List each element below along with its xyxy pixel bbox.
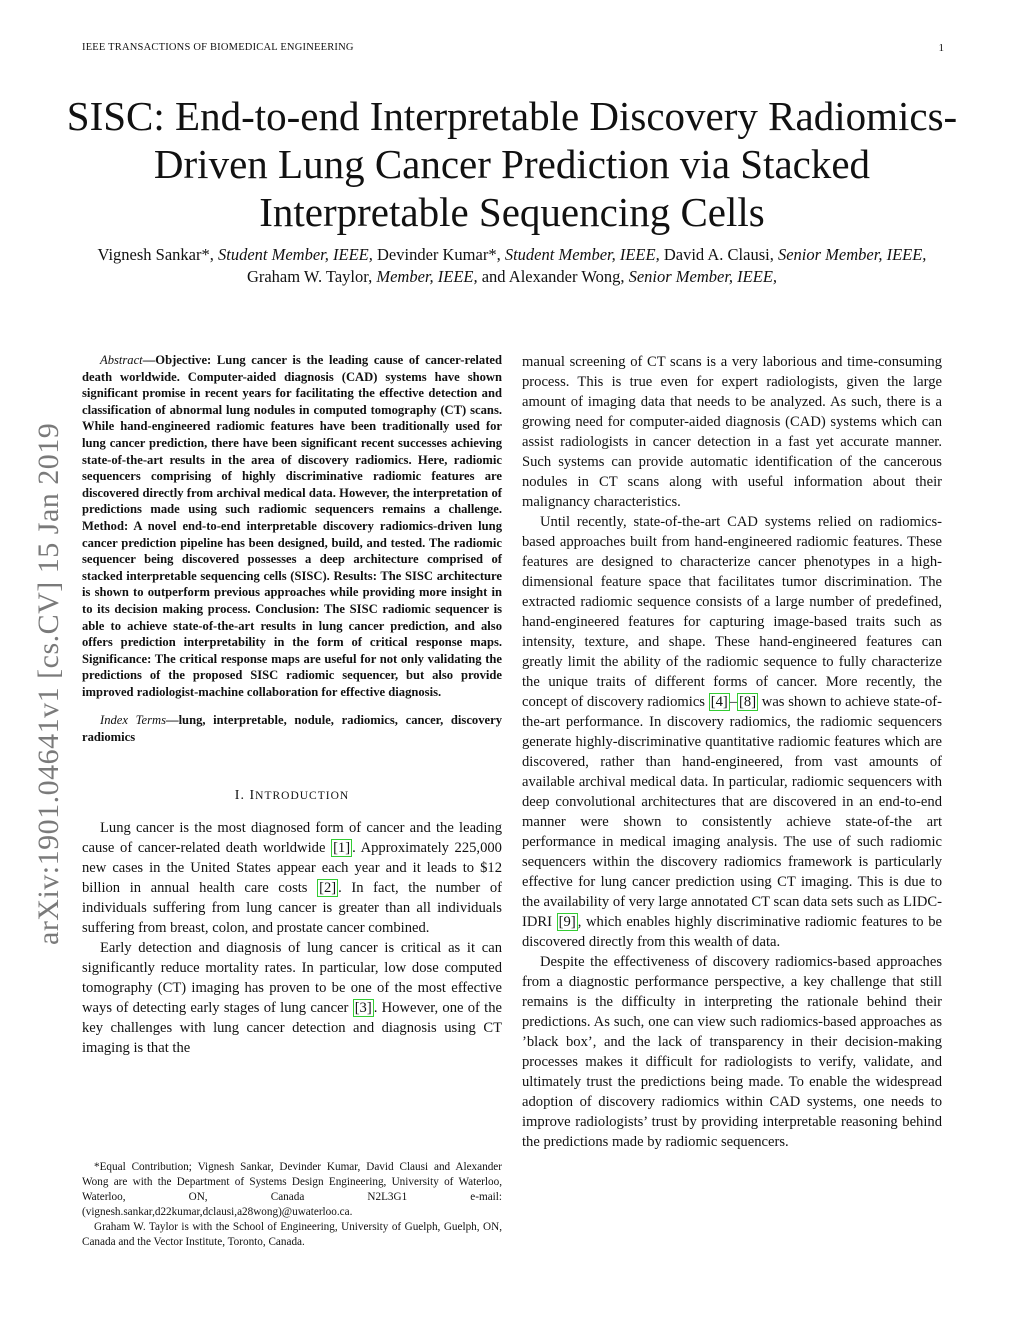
- text-run: , which enables highly discriminative radiomic features to be discovered directly from this wealth of data.: [522, 914, 942, 950]
- author-role: Senior Member, IEEE,: [777, 245, 927, 264]
- right-column: [522, 352, 942, 1152]
- intro-paragraph-5: Despite the effectiveness of discovery radiomics-based approaches from a diagnostic performance perspective, a key challenge that still remains is the difficulty in interpreting the rationale behind their predictions. As such, one can view such radiomics-based approaches as ’black box’, and the lack of transparency in their decision-making processes makes it difficult for radiologists to verify, validate, and ultimately trust the predictions being made. To enable the widespread adoption of discovery radiomics within CAD systems, one needs to improve radiologists’ trust by providing interpretable reasoning behind the predictions made by radiomic sequencers.: [522, 954, 942, 1150]
- author-role: Senior Member, IEEE,: [628, 267, 778, 286]
- abstract: [82, 352, 502, 700]
- left-column: [82, 352, 502, 1058]
- text-run: . Approximately 225,000 new cases in the United States appear each year and it leads to $12 billion in annual health care costs: [82, 839, 502, 896]
- footnote-taylor: Graham W. Taylor is with the School of Engineering, University of Guelph, Guelph, ON, Canada and the Vector Institute, Toronto, Canada.: [82, 1221, 502, 1248]
- abstract-text: —Objective: Lung cancer is the leading cause of cancer-related death worldwide. Computer-aided diagnosis (CAD) systems have shown significant promise in recent years for facilitating the effective detection and classification of abnormal lung nodules in computed tomography (CT) scans. While hand-engineered radiomic features have been traditionally used for lung cancer prediction, there have been significant recent successes achieving state-of-the-art results in the area of discovery radiomics. Here, radiomic sequencers comprising of highly discriminative radiomic features are discovered directly from archival medical data. However, the interpretation of predictions made using such radiomic sequencers remains a challenge. Method: A novel end-to-end interpretable discovery radiomics-driven lung cancer prediction pipeline has been designed, build, and tested. The radiomic sequencer being discovered possesses a deep architecture comprised of stacked interpretable sequencing cells (SISC). Results: The SISC architecture is shown to outperform previous approaches while providing more insight in to its decision making process. Conclusion: The SISC radiomic sequencer is able to achieve state-of-the-art results in lung cancer prediction, and also offers prediction interpretability in the form of critical response maps. Significance: The critical response maps are useful for not only validating the predictions of the proposed SISC radiomic sequencer, but also provide improved radiologist-machine collaboration for effective diagnosis.: [82, 353, 502, 699]
- author-name: Graham W. Taylor,: [246, 267, 373, 286]
- citation-link[interactable]: [1]: [333, 839, 351, 856]
- author-name: and Alexander Wong,: [481, 267, 625, 286]
- text-run: . In fact, the number of individuals suffering from lung cancer is greater than all individuals suffering from breast, colon, and prostate cancer combined.: [82, 879, 502, 936]
- section-heading-introduction: [82, 786, 502, 806]
- author-list: [82, 244, 942, 288]
- author-name: David A. Clausi,: [663, 245, 774, 264]
- intro-paragraph-1: [82, 818, 502, 938]
- intro-paragraph-2: [82, 938, 502, 1058]
- intro-paragraph-3: manual screening of CT scans is a very laborious and time-consuming process. This is true even for expert radiologists, given the large amount of imaging data that needs to be analyzed. As such, there is a growing need for computer-aided diagnosis (CAD) systems which can assist radiologists in cancer detection in a fast yet accurate manner. Such systems can provide automatic identification of the cancerous nodules in CT scans along with useful information about their malignancy characteristics.: [522, 354, 942, 510]
- author-role: Student Member, IEEE,: [218, 245, 373, 264]
- section-title-initial: I: [249, 787, 256, 803]
- citation-link[interactable]: [8]: [739, 694, 757, 710]
- citation-link[interactable]: [9]: [558, 914, 576, 930]
- author-name: Vignesh Sankar*,: [97, 245, 214, 264]
- footnote-affiliations: *Equal Contribution; Vignesh Sankar, Devinder Kumar, David Clausi and Alexander Wong are with the Department of Systems Design Engineering, University of Waterloo, Waterloo, ON, Canada N2L3G1 e-mail: (vignesh.sankar,d22kumar,dclausi,a28wong)@uwaterloo.ca.: [82, 1161, 502, 1218]
- text-run: Lung cancer is the most diagnosed form of cancer and the leading cause of cancer-related death worldwide: [82, 819, 502, 856]
- author-role: Student Member, IEEE,: [504, 245, 660, 264]
- abstract-label: Abstract: [100, 353, 143, 367]
- page-number: 1: [938, 42, 944, 54]
- paper-title: SISC: End-to-end Interpretable Discovery Radiomics-Driven Lung Cancer Prediction via Stacked Interpretable Sequencing Cells: [66, 93, 958, 235]
- text-run: was shown to achieve state-of-the-art performance. In discovery radiomics, the radiomic sequencers generate highly-discriminative quantitative radiomic features which are discovered, rather than hand-engineered, from vast amounts of available archival medical data. In particular, radiomic sequencers with deep convolutional architectures that are discovered in an end-to-end manner were shown to consistently achieve state-of-the art performance in medical imaging analysis. The use of such radiomic sequencers within the discovery radiomics framework is particularly effective for lung cancer prediction using CT imaging. This is due to the availability of very large annotated CT scan data sets such as LIDC-IDRI: [522, 694, 942, 930]
- citation-link[interactable]: [2]: [319, 879, 337, 896]
- index-terms-text: —lung, interpretable, nodule, radiomics, cancer, discovery radiomics: [82, 713, 502, 745]
- section-title-rest: NTRODUCTION: [255, 789, 350, 802]
- author-role: Member, IEEE,: [376, 267, 478, 286]
- index-terms-label: Index Terms: [100, 713, 166, 728]
- citation-link[interactable]: [4]: [710, 694, 728, 710]
- arxiv-stamp: arXiv:1901.04641v1 [cs.CV] 15 Jan 2019: [32, 422, 65, 945]
- author-name: Devinder Kumar*,: [377, 245, 501, 264]
- footnote: [82, 1160, 502, 1250]
- section-numeral: I.: [234, 787, 245, 803]
- text-run: Early detection and diagnosis of lung cancer is critical as it can significantly reduce mortality rates. In particular, low dose computed tomography (CT) imaging has proven to be one of the most effective ways of detecting early stages of lung cancer: [82, 939, 502, 1016]
- text-run: Until recently, state-of-the-art CAD systems relied on radiomics-based approaches built from hand-engineered radiomic features. These features are designed to characterize cancer phenotypes in a high-dimensional feature space that facilitates tumor discrimination. The extracted radiomic sequence consists of a large number of predefined, hand-engineered features for capturing image-based traits such as intensity, texture, and shape. These hand-engineered features can greatly limit the ability of the radiomic sequence to fully characterize the unique traits of different forms of cancer. More recently, the concept of discovery radiomics: [522, 514, 942, 710]
- running-head: IEEE TRANSACTIONS OF BIOMEDICAL ENGINEERING: [82, 42, 354, 53]
- index-terms: [82, 712, 502, 745]
- text-run: . However, one of the key challenges with lung cancer detection and diagnosis using CT imaging is that the: [82, 999, 502, 1056]
- text-run: –: [729, 694, 738, 710]
- citation-link[interactable]: [3]: [354, 999, 372, 1016]
- intro-paragraph-4: [522, 512, 942, 952]
